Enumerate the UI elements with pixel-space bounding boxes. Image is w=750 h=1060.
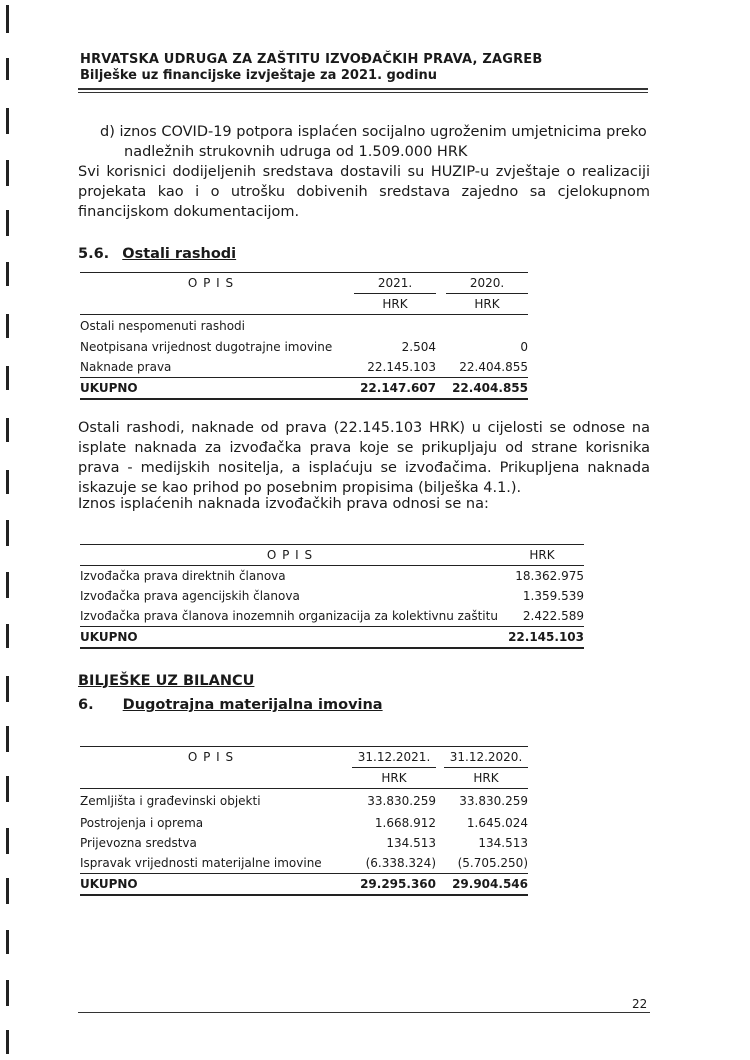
footer-rule <box>78 1012 650 1013</box>
document-header-subtitle: Bilješke uz financijske izvještaje za 2021. godinu <box>80 68 438 83</box>
table-cell-value: (5.705.250) <box>444 853 528 874</box>
table-cell-value: (6.338.324) <box>352 853 436 874</box>
table-total-label: UKUPNO <box>80 873 342 895</box>
table-total-label: UKUPNO <box>80 627 500 649</box>
table-izvodacka-prava <box>80 544 584 649</box>
table-row-label: Prijevozna sredstva <box>80 835 197 850</box>
paragraph-item-d-line2: nadležnih strukovnih udruga od 1.509.000 HRK <box>124 144 468 160</box>
table-cell-value: 134.513 <box>478 835 528 850</box>
table-header-col: HRK <box>500 545 584 566</box>
table-header-col: 2020. <box>446 273 528 294</box>
binding-marks <box>3 0 13 1060</box>
section-heading-5-6 <box>78 246 236 262</box>
paragraph-users-reports: Svi korisnici dodijeljenih sredstava dostavili su HUZIP-u zvještaje o realizaciji projekata kao i o utrošku dobivenih sredstava zajedno sa cjelokupnom financijskom dokumentacijom. <box>78 164 650 220</box>
table-row-label: Zemljišta i građevinski objekti <box>80 789 342 813</box>
table-row-label: Ostali nespomenuti rashodi <box>80 315 342 337</box>
document-header-organization: HRVATSKA UDRUGA ZA ZAŠTITU IZVOĐAČKIH PRAVA, ZAGREB <box>80 52 543 67</box>
table-cell-value: 22.404.855 <box>446 357 528 378</box>
heading-text: BILJEŠKE UZ BILANCU <box>78 673 255 689</box>
table-row-label: Ispravak vrijednosti materijalne imovine <box>80 853 342 874</box>
table-cell-value: 18.362.975 <box>515 569 584 583</box>
section-title: Dugotrajna materijalna imovina <box>122 697 383 713</box>
table-header-currency: HRK <box>382 297 408 311</box>
page-number: 22 <box>632 997 648 1011</box>
table-cell-value: 2.504 <box>401 339 436 354</box>
table-header-currency: HRK <box>381 771 407 785</box>
table-cell-value: 33.830.259 <box>444 789 528 813</box>
header-rule-thin <box>78 92 648 93</box>
table-cell-value: 22.145.103 <box>354 357 436 378</box>
table-cell-value: 134.513 <box>386 835 436 850</box>
table-total-value: 22.145.103 <box>500 627 584 649</box>
table-row-label: Naknade prava <box>80 357 342 378</box>
paragraph-item-d-line1: d) iznos COVID-19 potpora isplaćen socijalno ugroženim umjetnicima preko <box>100 124 647 140</box>
table-total-value: 22.147.607 <box>354 377 436 399</box>
table-header-opis: O P I S <box>80 747 342 768</box>
table-total-value: 22.404.855 <box>446 377 528 399</box>
paragraph-ostali-rashodi: Ostali rashodi, naknade od prava (22.145.103 HRK) u cijelosti se odnose na isplate naknada za izvođačka prava koje se prikupljaju od strane korisnika prava - medijskih nositelja, a isplaćuju se izvođačima. Prikupljena naknada iskazuje se kao prihod po posebnim propisima (bilješka 4.1.). <box>78 420 650 496</box>
table-header-opis: O P I S <box>80 273 342 294</box>
paragraph-iznos-naknada: Iznos isplaćenih naknada izvođačkih prava odnosi se na: <box>78 496 489 512</box>
section-heading-6 <box>78 697 383 713</box>
table-cell-value: 1.645.024 <box>466 815 528 830</box>
table-header-currency: HRK <box>473 771 499 785</box>
table-cell-value: 1.359.539 <box>522 589 584 603</box>
header-rule <box>78 88 648 90</box>
paragraph-item-d <box>100 122 650 162</box>
table-total-value: 29.904.546 <box>444 873 528 895</box>
table-row-label: Postrojenja i oprema <box>80 815 204 830</box>
table-total-value: 29.295.360 <box>352 873 436 895</box>
table-header-col: 31.12.2021. <box>352 747 436 768</box>
table-header-col: 31.12.2020. <box>444 747 528 768</box>
table-ostali-rashodi <box>80 272 528 400</box>
table-row-label: Izvođačka prava direktnih članova <box>80 569 286 583</box>
section-number: 5.6. <box>78 246 110 262</box>
table-row-label: Neotpisana vrijednost dugotrajne imovine <box>80 339 333 354</box>
table-row-label: Izvođačka prava članova inozemnih organizacija za kolektivnu zaštitu <box>80 606 500 627</box>
table-dugotrajna-imovina <box>80 746 528 896</box>
table-row-label: Izvođačka prava agencijskih članova <box>80 589 300 603</box>
heading-biljeske-uz-bilancu <box>78 673 254 689</box>
table-cell-value: 33.830.259 <box>352 789 436 813</box>
section-title: Ostali rashodi <box>122 246 237 262</box>
table-cell-value: 0 <box>520 339 528 354</box>
table-cell-value: 1.668.912 <box>374 815 436 830</box>
table-header-opis: O P I S <box>80 545 500 566</box>
table-header-currency: HRK <box>474 297 500 311</box>
section-number: 6. <box>78 697 94 713</box>
table-total-label: UKUPNO <box>80 377 342 399</box>
table-header-col: 2021. <box>354 273 436 294</box>
table-cell-value: 2.422.589 <box>500 606 584 627</box>
